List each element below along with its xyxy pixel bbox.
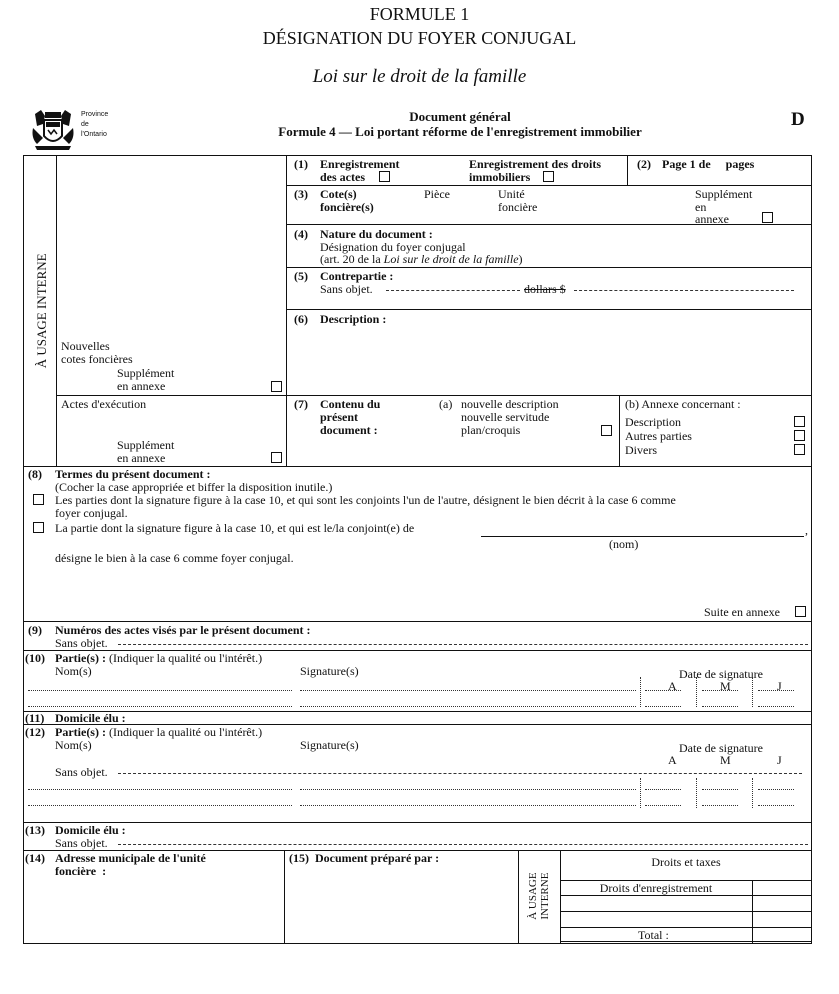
party12-name-line-2[interactable] bbox=[28, 805, 292, 806]
box14-number: (14) bbox=[25, 851, 45, 865]
option1-line2: foyer conjugal. bbox=[55, 506, 128, 520]
party12-signature-line-2[interactable] bbox=[300, 805, 636, 806]
actes-execution-label: Actes d'exécution bbox=[61, 397, 147, 411]
unite-label-b: foncière bbox=[498, 200, 538, 214]
nouvelle-servitude: nouvelle servitude bbox=[461, 410, 550, 424]
parties-label-10: Partie(s) : (Indiquer la qualité ou l'intérêt.) bbox=[55, 651, 263, 665]
dollars-label: dollars $ bbox=[524, 282, 566, 296]
supplement-label-2: Supplément bbox=[117, 438, 175, 452]
enregistrement-actes-checkbox[interactable] bbox=[379, 171, 390, 182]
actes-execution-annexe-checkbox[interactable] bbox=[271, 452, 282, 463]
option2-text: La partie dont la signature figure à la case 10, et qui est le/la conjoint(e) de bbox=[55, 521, 415, 535]
option1-checkbox[interactable] bbox=[33, 494, 44, 505]
annexe-concernant-label: (b) Annexe concernant : bbox=[625, 397, 741, 411]
enregistrement-droits-checkbox[interactable] bbox=[543, 171, 554, 182]
nature-document-line1: Désignation du foyer conjugal bbox=[320, 240, 466, 254]
fees-usage-interne-label: À USAGE INTERNE bbox=[526, 872, 551, 920]
option2-checkbox[interactable] bbox=[33, 522, 44, 533]
box1-label-c: Enregistrement des droits bbox=[469, 157, 601, 171]
box3-label-a: Cote(s) bbox=[320, 187, 357, 201]
nouvelles-cotes-annexe-checkbox[interactable] bbox=[271, 381, 282, 392]
mois-label-10: M bbox=[720, 679, 731, 693]
en-annexe-label-1: en annexe bbox=[117, 379, 166, 393]
option1-line1: Les parties dont la signature figure à la case 10, et qui sont les conjoints l'un de l'autre, désignent le bien décrit à la case 6 comme bbox=[55, 493, 676, 507]
document-prepare-label: Document préparé par : bbox=[315, 851, 440, 865]
party-name-line-1[interactable] bbox=[28, 690, 292, 691]
annee-label-10: A bbox=[668, 679, 677, 693]
droits-enregistrement-label: Droits d'enregistrement bbox=[599, 881, 713, 895]
termes-label: Termes du présent document : bbox=[55, 467, 211, 481]
box7-number: (7) bbox=[294, 397, 308, 411]
box9-number: (9) bbox=[28, 623, 42, 637]
box2-number: (2) bbox=[637, 157, 651, 171]
box8-number: (8) bbox=[28, 467, 42, 481]
supplement-label-3c: annexe bbox=[695, 212, 729, 226]
box1-label-d: immobiliers bbox=[469, 170, 531, 184]
province-label-3: l'Ontario bbox=[81, 131, 107, 138]
page-count-label: Page 1 de pages bbox=[662, 157, 755, 171]
description-label: Description : bbox=[320, 312, 387, 326]
droits-taxes-title: Droits et taxes bbox=[651, 855, 721, 869]
adresse-municipale-label-b: foncière : bbox=[55, 864, 107, 878]
box12-number: (12) bbox=[25, 725, 45, 739]
mois-label-12: M bbox=[720, 753, 731, 767]
box13-number: (13) bbox=[25, 823, 45, 837]
doc-type: Document général bbox=[409, 109, 511, 124]
supplement-label-3a: Supplément bbox=[695, 187, 753, 201]
domicile-elu-label-11: Domicile élu : bbox=[55, 711, 126, 725]
nouvelle-description: nouvelle description bbox=[461, 397, 559, 411]
parties-12-sans-objet: Sans objet. bbox=[55, 765, 108, 779]
form-letter: D bbox=[791, 109, 805, 130]
nouvelles-cotes-label-2: cotes foncières bbox=[61, 352, 133, 366]
annexe-autres-parties-checkbox[interactable] bbox=[794, 430, 805, 441]
law-title: Loi sur le droit de la famille bbox=[312, 66, 527, 87]
adresse-municipale-label-a: Adresse municipale de l'unité bbox=[55, 851, 206, 865]
contenu-label-b: présent bbox=[320, 410, 358, 424]
termes-instruction: (Cocher la case appropriée et biffer la disposition inutile.) bbox=[55, 480, 333, 494]
usage-interne-label: À USAGE INTERNE bbox=[34, 253, 50, 369]
box6-number: (6) bbox=[294, 312, 308, 326]
signatures-label-12: Signature(s) bbox=[300, 738, 359, 752]
jour-label-12: J bbox=[777, 753, 782, 767]
form-number: FORMULE 1 bbox=[369, 4, 470, 24]
party-signature-line-1[interactable] bbox=[300, 690, 636, 691]
total-label: Total : bbox=[638, 928, 669, 942]
nouvelles-cotes-label-1: Nouvelles bbox=[61, 339, 110, 353]
form-title: DÉSIGNATION DU FOYER CONJUGAL bbox=[262, 28, 577, 48]
contrepartie-label: Contrepartie : bbox=[320, 269, 394, 283]
suite-en-annexe-checkbox[interactable] bbox=[795, 606, 806, 617]
conjoint-name-line[interactable] bbox=[481, 536, 804, 537]
en-annexe-label-2: en annexe bbox=[117, 451, 166, 465]
nature-document-line2: (art. 20 de la Loi sur le droit de la famille) bbox=[320, 252, 523, 266]
jour-label-10: J bbox=[777, 679, 782, 693]
box1-label-a: Enregistrement bbox=[320, 157, 400, 171]
province-label-1: Province bbox=[81, 111, 109, 118]
box4-number: (4) bbox=[294, 227, 308, 241]
contenu-a-label: (a) bbox=[439, 397, 453, 411]
noms-label-12: Nom(s) bbox=[55, 738, 92, 752]
supplement-label-1: Supplément bbox=[117, 366, 175, 380]
nature-document-label: Nature du document : bbox=[320, 227, 433, 241]
date-signature-label-10: Date de signature bbox=[679, 667, 763, 681]
contenu-a-checkbox[interactable] bbox=[601, 425, 612, 436]
box3-label-b: foncière(s) bbox=[320, 200, 374, 214]
province-label-2: de bbox=[81, 121, 89, 128]
party12-name-line-1[interactable] bbox=[28, 789, 292, 790]
form-subtitle: Formule 4 — Loi portant réforme de l'enregistrement immobilier bbox=[278, 124, 642, 139]
parties-label-12: Partie(s) : (Indiquer la qualité ou l'intérêt.) bbox=[55, 725, 263, 739]
annexe-divers-checkbox[interactable] bbox=[794, 444, 805, 455]
plan-croquis: plan/croquis bbox=[461, 423, 521, 437]
suite-en-annexe-label: Suite en annexe bbox=[704, 605, 780, 619]
party-signature-line-2[interactable] bbox=[300, 706, 636, 707]
ontario-coat-of-arms-icon bbox=[29, 108, 77, 152]
supplement-label-3b: en bbox=[695, 200, 707, 214]
noms-label-10: Nom(s) bbox=[55, 664, 92, 678]
date-signature-label-12: Date de signature bbox=[679, 741, 763, 755]
contrepartie-sans-objet: Sans objet. bbox=[320, 282, 373, 296]
option2-line2: désigne le bien à la case 6 comme foyer conjugal. bbox=[55, 551, 294, 565]
box1-number: (1) bbox=[294, 157, 308, 171]
form-frame bbox=[23, 155, 812, 944]
party12-signature-line-1[interactable] bbox=[300, 789, 636, 790]
box1-label-b: des actes bbox=[320, 170, 365, 184]
numeros-actes-sans-objet: Sans objet. bbox=[55, 636, 108, 650]
piece-label: Pièce bbox=[424, 187, 450, 201]
nom-caption: (nom) bbox=[609, 537, 639, 551]
box11-number: (11) bbox=[25, 711, 45, 725]
contenu-label-c: document : bbox=[320, 423, 378, 437]
annexe-autres-parties: Autres parties bbox=[625, 429, 692, 443]
unite-label-a: Unité bbox=[498, 187, 525, 201]
box15-number: (15) bbox=[289, 851, 309, 865]
domicile-elu-label-13: Domicile élu : bbox=[55, 823, 126, 837]
box5-number: (5) bbox=[294, 269, 308, 283]
annee-label-12: A bbox=[668, 753, 677, 767]
signatures-label-10: Signature(s) bbox=[300, 664, 359, 678]
annexe-description-checkbox[interactable] bbox=[794, 416, 805, 427]
party-name-line-2[interactable] bbox=[28, 706, 292, 707]
box3-number: (3) bbox=[294, 187, 308, 201]
domicile-13-sans-objet: Sans objet. bbox=[55, 836, 108, 850]
annexe-divers: Divers bbox=[625, 443, 657, 457]
box10-number: (10) bbox=[25, 651, 45, 665]
annexe-description: Description bbox=[625, 415, 681, 429]
cote-fonciere-annexe-checkbox[interactable] bbox=[762, 212, 773, 223]
numeros-actes-label: Numéros des actes visés par le présent document : bbox=[55, 623, 311, 637]
contenu-label-a: Contenu du bbox=[320, 397, 381, 411]
